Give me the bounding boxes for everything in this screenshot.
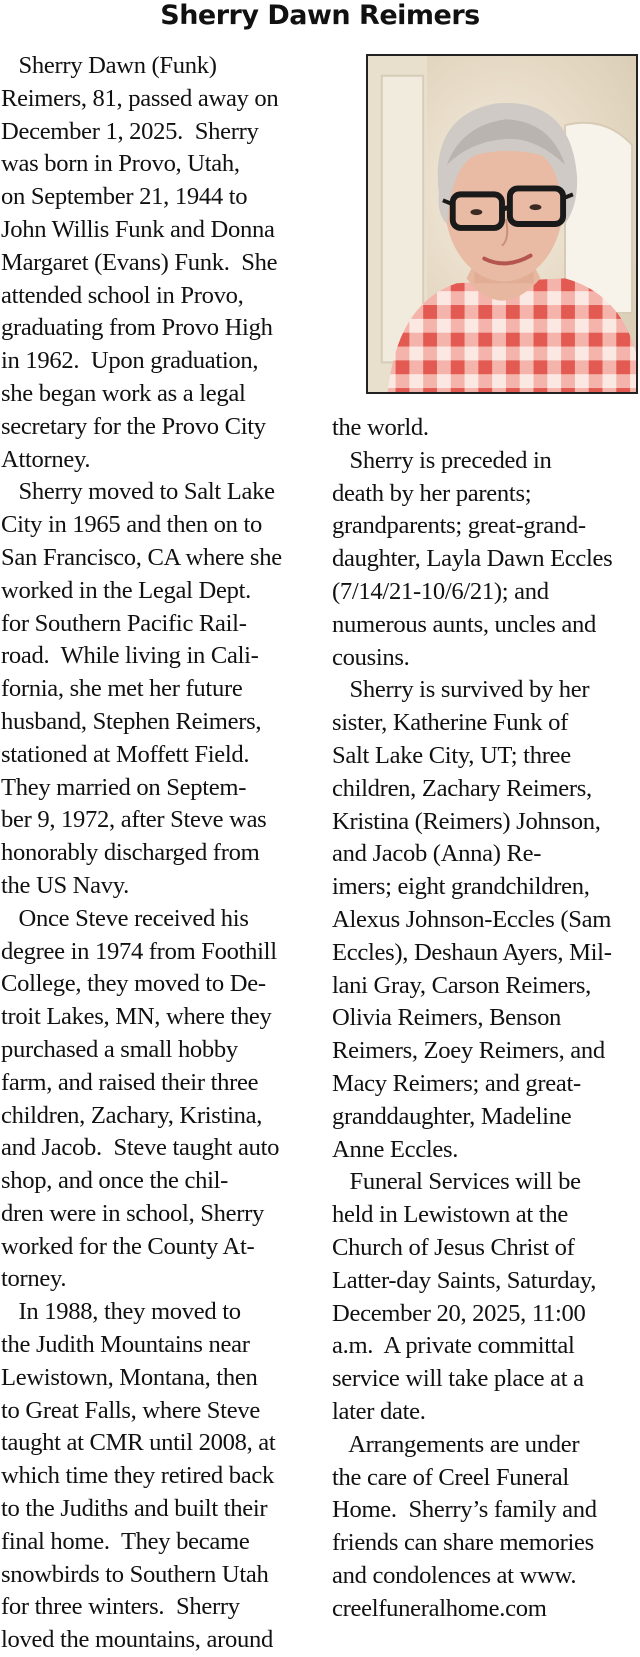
- portrait-image: [368, 56, 636, 392]
- text-line: which time they retired back: [1, 1462, 274, 1490]
- text-line: stationed at Moffett Field.: [1, 740, 250, 768]
- text-line: Olivia Reimers, Benson: [332, 1004, 562, 1032]
- text-line: Margaret (Evans) Funk. She: [1, 248, 278, 276]
- text-line: Salt Lake City, UT; three: [332, 741, 571, 769]
- text-line: Macy Reimers; and great-: [332, 1069, 581, 1097]
- text-line: December 1, 2025. Sherry: [1, 117, 259, 145]
- text-line: troit Lakes, MN, where they: [1, 1003, 272, 1031]
- text-line: to the Judiths and built their: [1, 1495, 268, 1523]
- text-line: road. While living in Cali-: [1, 642, 259, 670]
- text-line: Church of Jesus Christ of: [332, 1233, 575, 1261]
- text-line: husband, Stephen Reimers,: [1, 707, 262, 735]
- text-line: John Willis Funk and Donna: [1, 215, 275, 243]
- text-line: the US Navy.: [1, 871, 130, 899]
- text-line: death by her parents;: [332, 479, 532, 507]
- text-line: Latter-day Saints, Saturday,: [332, 1266, 597, 1294]
- text-line: sister, Katherine Funk of: [332, 709, 569, 737]
- text-line: worked in the Legal Dept.: [1, 576, 251, 604]
- text-line: Attorney.: [1, 445, 91, 473]
- text-line: secretary for the Provo City: [1, 412, 266, 440]
- text-line: loved the mountains, around: [1, 1626, 273, 1654]
- text-line: attended school in Provo,: [1, 281, 244, 309]
- text-line: (7/14/21-10/6/21); and: [332, 577, 549, 605]
- portrait-photo: [366, 54, 638, 394]
- text-line: Reimers, 81, passed away on: [1, 84, 279, 112]
- text-line: They married on Septem-: [1, 773, 247, 801]
- text-line: Lewistown, Montana, then: [1, 1363, 258, 1391]
- text-line: the world.: [332, 414, 429, 441]
- text-line: farm, and raised their three: [1, 1068, 259, 1096]
- text-line: cousins.: [332, 643, 410, 671]
- text-line: shop, and once the chil-: [1, 1167, 229, 1195]
- text-line: held in Lewistown at the: [332, 1201, 568, 1229]
- text-line: grandparents; great-grand-: [332, 512, 586, 540]
- text-line: on September 21, 1944 to: [1, 183, 248, 211]
- text-line: Arrangements are under: [332, 1430, 580, 1458]
- text-line: Reimers, Zoey Reimers, and: [332, 1037, 605, 1065]
- text-line: worked for the County At-: [1, 1232, 255, 1260]
- text-line: Sherry is survived by her: [332, 676, 590, 704]
- text-line: children, Zachary, Kristina,: [1, 1101, 263, 1129]
- text-line: lani Gray, Carson Reimers,: [332, 971, 592, 999]
- text-line: the Judith Mountains near: [1, 1331, 250, 1359]
- text-line: taught at CMR until 2008, at: [1, 1429, 276, 1457]
- text-line: Funeral Services will be: [332, 1168, 581, 1196]
- text-line: for Southern Pacific Rail-: [1, 609, 247, 637]
- text-line: to Great Falls, where Steve: [1, 1396, 260, 1424]
- text-line: San Francisco, CA where she: [1, 543, 282, 571]
- text-line: City in 1965 and then on to: [1, 511, 263, 539]
- text-line: numerous aunts, uncles and: [332, 610, 597, 638]
- text-line: graduating from Provo High: [1, 314, 273, 342]
- text-line: later date.: [332, 1397, 426, 1425]
- text-line: College, they moved to De-: [1, 970, 266, 998]
- text-line: children, Zachary Reimers,: [332, 774, 592, 802]
- text-line: dren were in school, Sherry: [1, 1199, 265, 1227]
- text-line: Sherry is preceded in: [332, 446, 552, 474]
- text-line: Sherry Dawn (Funk): [1, 52, 217, 79]
- text-line: friends can share memories: [332, 1529, 594, 1557]
- text-line: a.m. A private committal: [332, 1332, 575, 1360]
- text-line: snowbirds to Southern Utah: [1, 1560, 269, 1588]
- text-line: daughter, Layla Dawn Eccles: [332, 545, 613, 573]
- text-line: and condolences at www.: [332, 1561, 577, 1589]
- text-line: Anne Eccles.: [332, 1135, 459, 1163]
- text-line: for three winters. Sherry: [1, 1593, 240, 1621]
- text-line: Once Steve received his: [1, 904, 249, 932]
- text-line: Home. Sherry’s family and: [332, 1496, 597, 1524]
- text-line: imers; eight grandchildren,: [332, 873, 590, 901]
- text-line: December 20, 2025, 11:00: [332, 1299, 586, 1327]
- left-column-text: [1, 50, 313, 1657]
- text-line: ber 9, 1972, after Steve was: [1, 806, 267, 834]
- text-line: she began work as a legal: [1, 379, 246, 407]
- text-line: Kristina (Reimers) Johnson,: [332, 807, 601, 835]
- text-line: honorably discharged from: [1, 839, 260, 867]
- text-line: service will take place at a: [332, 1365, 584, 1393]
- text-line: in 1962. Upon graduation,: [1, 347, 259, 375]
- text-line: Alexus Johnson-Eccles (Sam: [332, 905, 612, 933]
- text-line: torney.: [1, 1265, 67, 1293]
- text-line: final home. They became: [1, 1527, 250, 1555]
- text-line: and Jacob (Anna) Re-: [332, 840, 542, 868]
- text-line: Sherry moved to Salt Lake: [1, 478, 275, 506]
- text-line: creelfuneralhome.com: [332, 1594, 547, 1622]
- text-line: Eccles), Deshaun Ayers, Mil-: [332, 938, 612, 966]
- text-line: the care of Creel Funeral: [332, 1463, 569, 1491]
- obituary-title: Sherry Dawn Reimers: [160, 0, 480, 31]
- text-line: fornia, she met her future: [1, 675, 243, 703]
- text-line: In 1988, they moved to: [1, 1298, 241, 1326]
- text-line: purchased a small hobby: [1, 1035, 238, 1063]
- text-line: granddaughter, Madeline: [332, 1102, 572, 1130]
- text-line: and Jacob. Steve taught auto: [1, 1134, 280, 1162]
- text-line: was born in Provo, Utah,: [1, 150, 240, 178]
- text-line: degree in 1974 from Foothill: [1, 937, 277, 965]
- right-column-text: [332, 412, 640, 1625]
